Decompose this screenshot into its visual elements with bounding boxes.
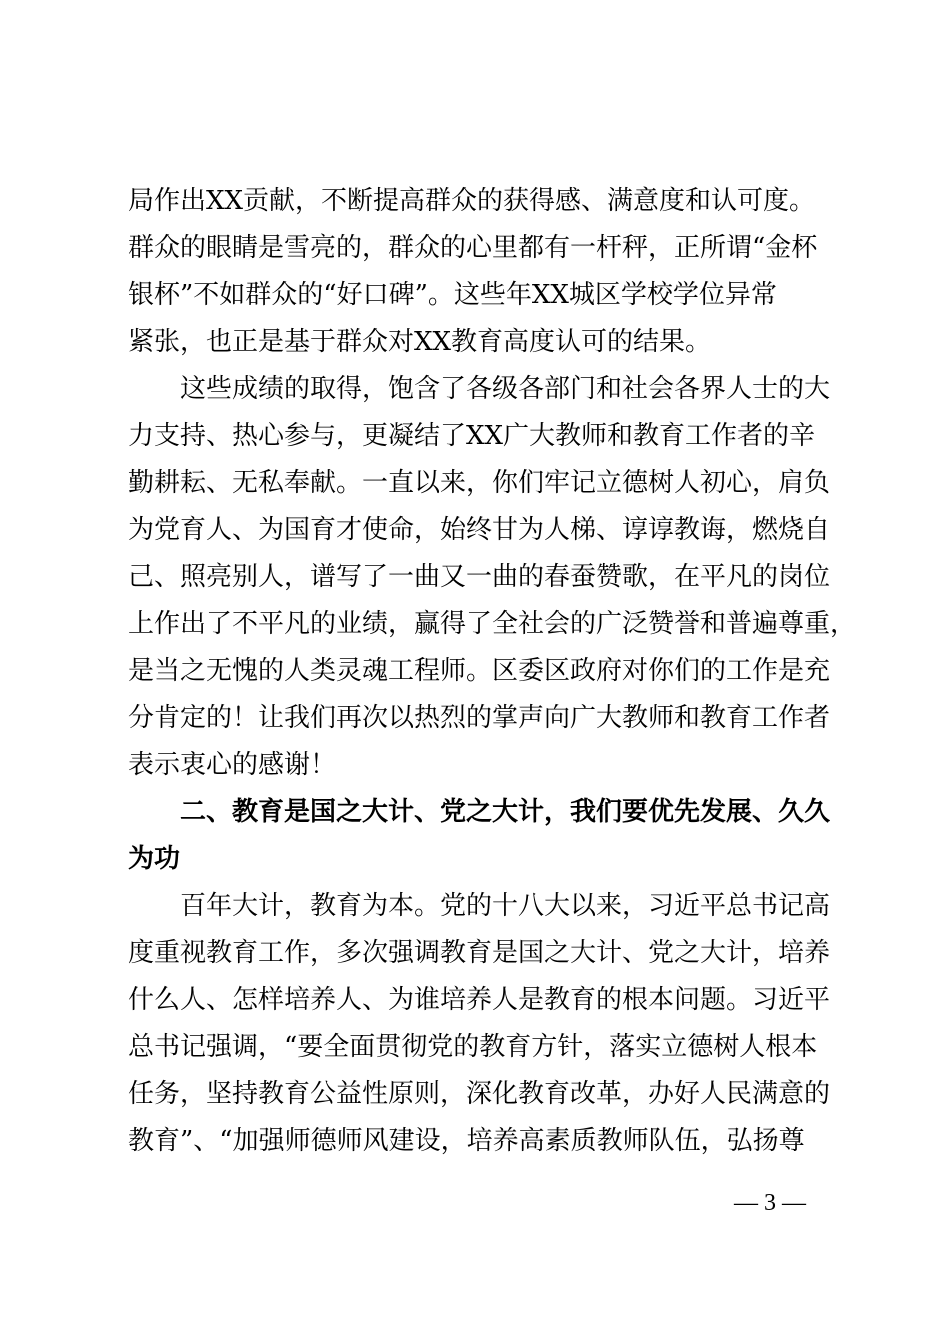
- text-line: 银杯”不如群众的“好口碑”。这些年XX城区学校学位异常: [128, 280, 777, 310]
- text-line: 上作出了不平凡的业绩，赢得了全社会的广泛赞誉和普遍尊重，: [128, 609, 857, 639]
- section-heading-continued: 为功: [128, 844, 181, 874]
- paragraph-first-line: 百年大计，教育为本。党的十八大以来，习近平总书记高: [180, 891, 831, 921]
- text-line: 度重视教育工作，多次强调教育是国之大计、党之大计，培养: [128, 938, 831, 968]
- page-number: — 3 —: [734, 1190, 806, 1216]
- text-line: 是当之无愧的人类灵魂工程师。区委区政府对你们的工作是充: [128, 656, 831, 686]
- text-line: 什么人、怎样培养人、为谁培养人是教育的根本问题。习近平: [128, 985, 831, 1015]
- text-line: 总书记强调，“要全面贯彻党的教育方针，落实立德树人根本: [128, 1032, 818, 1062]
- text-line: 为党育人、为国育才使命，始终甘为人梯、谆谆教诲，燃烧自: [128, 515, 831, 545]
- text-line: 任务，坚持教育公益性原则，深化教育改革，办好人民满意的: [128, 1079, 831, 1109]
- text-line: 群众的眼睛是雪亮的，群众的心里都有一杆秤，正所谓“金杯: [128, 233, 818, 263]
- text-line: 紧张，也正是基于群众对XX教育高度认可的结果。: [128, 327, 712, 357]
- text-line: 局作出XX贡献，不断提高群众的获得感、满意度和认可度。: [128, 186, 816, 216]
- text-line: 己、照亮别人，谱写了一曲又一曲的春蚕赞歌，在平凡的岗位: [128, 562, 831, 592]
- text-line: 教育”、“加强师德师风建设，培养高素质教师队伍，弘扬尊: [128, 1126, 805, 1156]
- text-line: 分肯定的！让我们再次以热烈的掌声向广大教师和教育工作者: [128, 703, 831, 733]
- text-line: 力支持、热心参与，更凝结了XX广大教师和教育工作者的辛: [128, 421, 816, 451]
- text-line: 勤耕耘、无私奉献。一直以来，你们牢记立德树人初心，肩负: [128, 468, 831, 498]
- paragraph-first-line: 这些成绩的取得，饱含了各级各部门和社会各界人士的大: [180, 374, 831, 404]
- section-heading: 二、教育是国之大计、党之大计，我们要优先发展、久久: [180, 797, 831, 827]
- text-line: 表示衷心的感谢！: [128, 750, 337, 780]
